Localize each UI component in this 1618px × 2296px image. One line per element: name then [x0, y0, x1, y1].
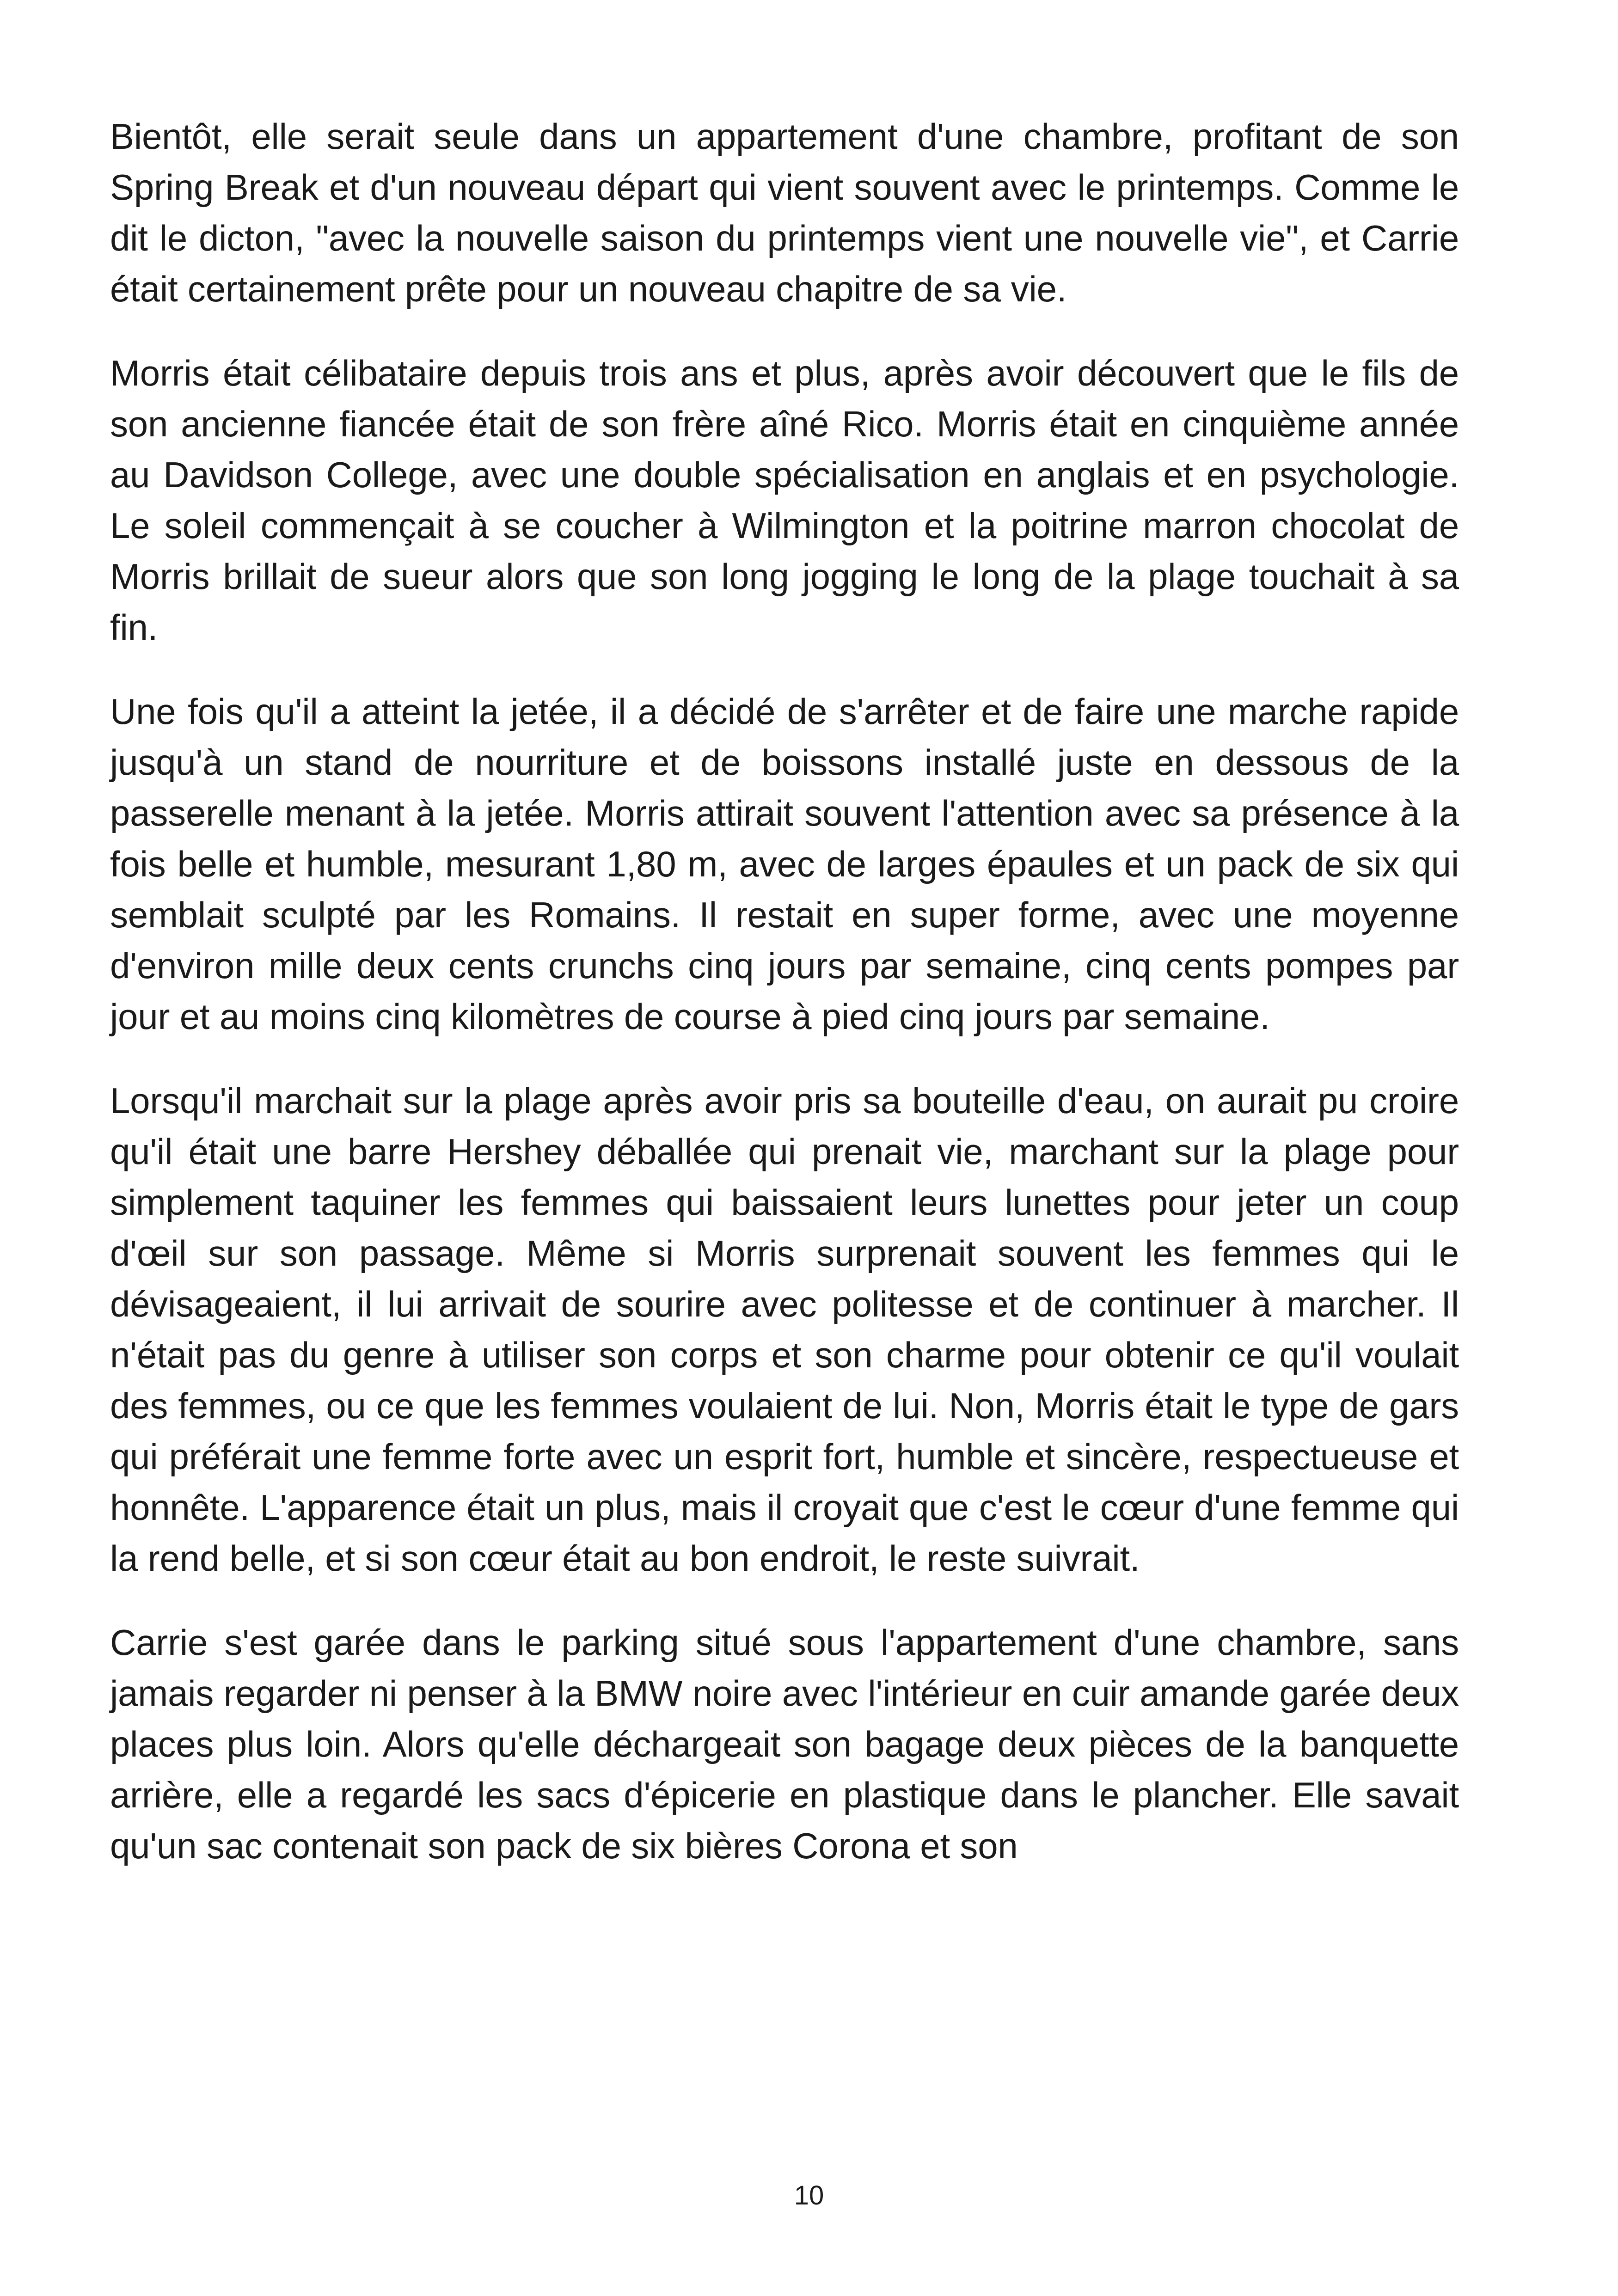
paragraph-5: Carrie s'est garée dans le parking situé sous l'appartement d'une chambre, sans jamais regarder ni penser à la BMW noire avec l'intérieur en cuir amande garée deux places plus loin. Alors qu'elle déchargeait son bagage deux pièces de la banquette arrière, elle a regardé les sacs d'épicerie en plastique dans le plancher. Elle savait qu'un sac contenait son pack de six bières Corona et son: [110, 1622, 1459, 1866]
paragraph-3: Une fois qu'il a atteint la jetée, il a décidé de s'arrêter et de faire une marche rapide jusqu'à un stand de nourriture et de boissons installé juste en dessous de la passerelle menant à la jetée. Morris attirait souvent l'attention avec sa présence à la fois belle et humble, mesurant 1,80 m, avec de larges épaules et un pack de six qui semblait sculpté par les Romains. Il restait en super forme, avec une moyenne d'environ mille deux cents crunchs cinq jours par semaine, cinq cents pompes par jour et au moins cinq kilomètres de course à pied cinq jours par semaine.: [110, 691, 1459, 1037]
paragraph-4: Lorsqu'il marchait sur la plage après avoir pris sa bouteille d'eau, on aurait pu croire qu'il était une barre Hershey déballée qui prenait vie, marchant sur la plage pour simplement taquiner les femmes qui baissaient leurs lunettes pour jeter un coup d'œil sur son passage. Même si Morris surprenait souvent les femmes qui le dévisageaient, il lui arrivait de sourire avec politesse et de continuer à marcher. Il n'était pas du genre à utiliser son corps et son charme pour obtenir ce qu'il voulait des femmes, ou ce que les femmes voulaient de lui. Non, Morris était le type de gars qui préférait une femme forte avec un esprit fort, humble et sincère, respectueuse et honnête. L'apparence était un plus, mais il croyait que c'est le cœur d'une femme qui la rend belle, et si son cœur était au bon endroit, le reste suivrait.: [110, 1080, 1459, 1579]
body-text: [110, 111, 1459, 1904]
paragraph-2: Morris était célibataire depuis trois ans et plus, après avoir découvert que le fils de son ancienne fiancée était de son frère aîné Rico. Morris était en cinquième année au Davidson College, avec une double spécialisation en anglais et en psychologie. Le soleil commençait à se coucher à Wilmington et la poitrine marron chocolat de Morris brillait de sueur alors que son long jogging le long de la plage touchait à sa fin.: [110, 353, 1459, 648]
paragraph-1: Bientôt, elle serait seule dans un appartement d'une chambre, profitant de son Spring Break et d'un nouveau départ qui vient souvent avec le printemps. Comme le dit le dicton, "avec la nouvelle saison du printemps vient une nouvelle vie", et Carrie était certainement prête pour un nouveau chapitre de sa vie.: [110, 116, 1459, 309]
page-number: 10: [794, 2180, 824, 2210]
